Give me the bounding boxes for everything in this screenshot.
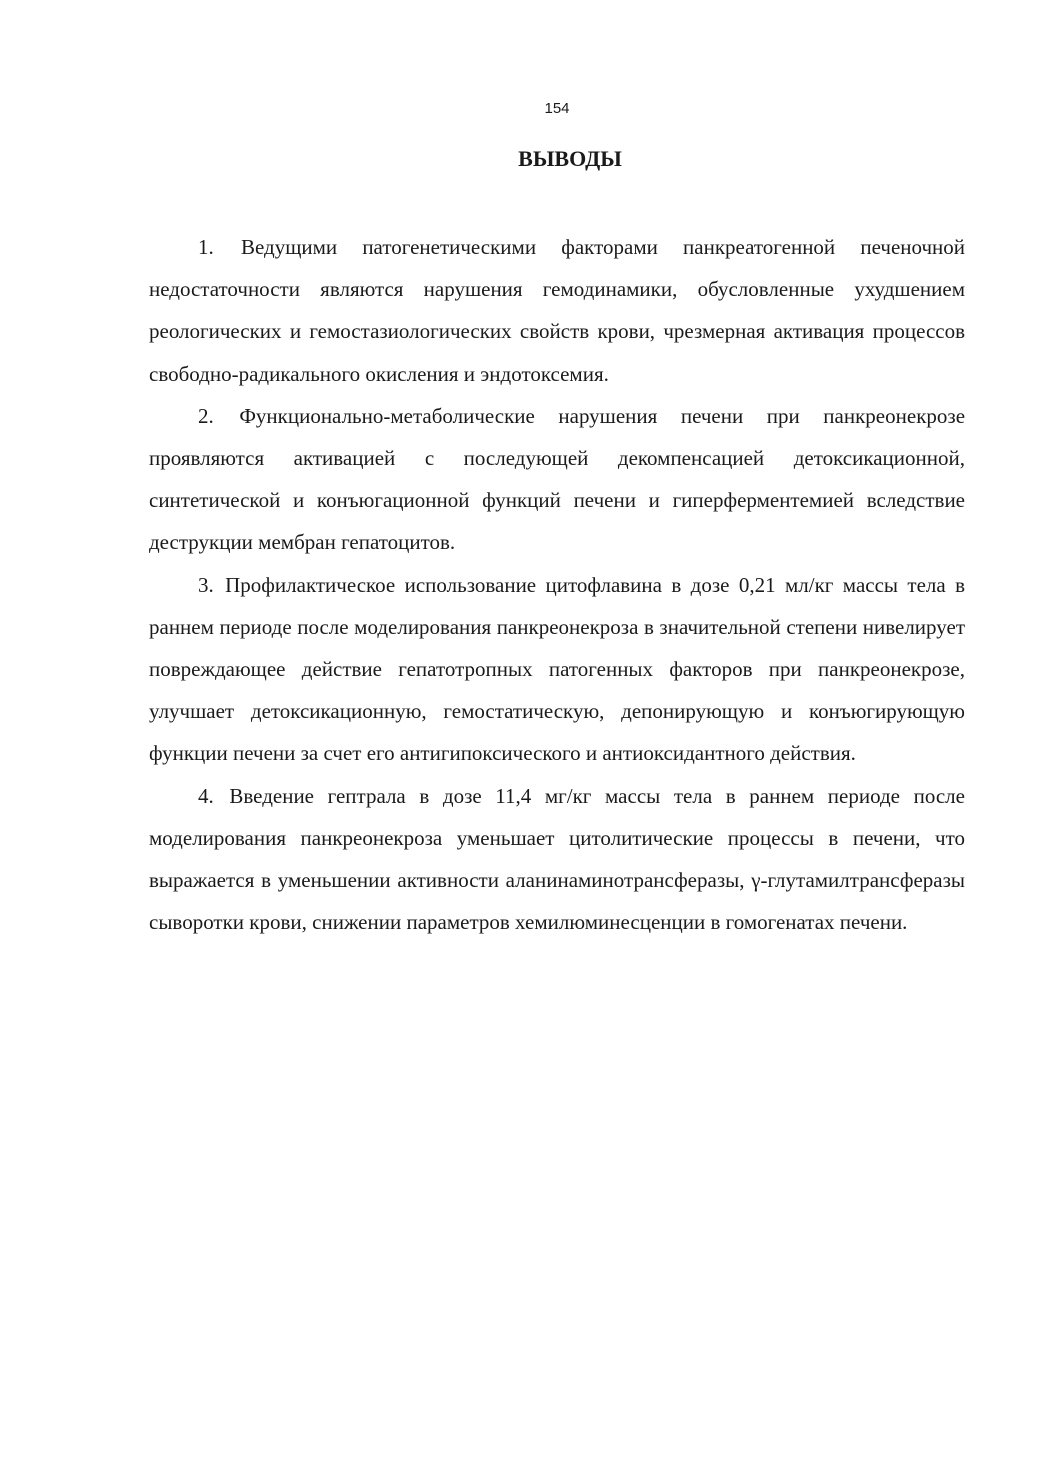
conclusion-text: Профилактическое использование цитофлавина в дозе 0,21 мл/кг массы тела в раннем периоде после моделирования панкреонекроза в значительной степени нивелирует повреждающее действие гепатотропных патогенных факторов при панкреонекрозе, улучшает детоксикационную, гемостатическую, депонирующую и конъюгирующую функции печени за счет его антигипоксического и антиоксидантного действия. (149, 572, 966, 766)
conclusion-text: Ведущими патогенетическими факторами панкреатогенной печеночной недостаточности являются нарушения гемодинамики, обусловленные ухудшением реологических и гемостазиологических свойств крови, чрезмерная активация процессов свободно-радикального окисления и эндотоксемия. (149, 235, 966, 386)
conclusion-item-4 (149, 775, 965, 944)
conclusion-number: 4. (198, 783, 214, 808)
conclusion-number: 3. (198, 572, 214, 597)
conclusions-list (149, 226, 965, 943)
conclusion-item-1 (149, 226, 965, 395)
conclusion-number: 1. (198, 235, 214, 259)
conclusion-text: Функционально-метаболические нарушения печени при панкреонекрозе проявляются активацией с последующей декомпенсацией детоксикационной, синтетической и конъюгационной функций печени и гиперферментемией вследствие деструкции мембран гепатоцитов. (149, 403, 966, 555)
conclusion-text: Введение гептрала в дозе 11,4 мг/кг массы тела в раннем периоде после моделирования панкреонекроза уменьшает цитолитические процессы в печени, что выражается в уменьшении активности аланинаминотрансферазы, γ-глутамилтрансферазы сыворотки крови, снижении параметров хемилюминесценции в гомогенатах печени. (149, 783, 965, 935)
conclusion-item-2 (149, 395, 965, 564)
page-title: ВЫВОДЫ (518, 146, 622, 171)
conclusion-item-3 (149, 564, 965, 775)
page-number: 154 (544, 100, 570, 117)
conclusion-number: 2. (198, 403, 214, 428)
